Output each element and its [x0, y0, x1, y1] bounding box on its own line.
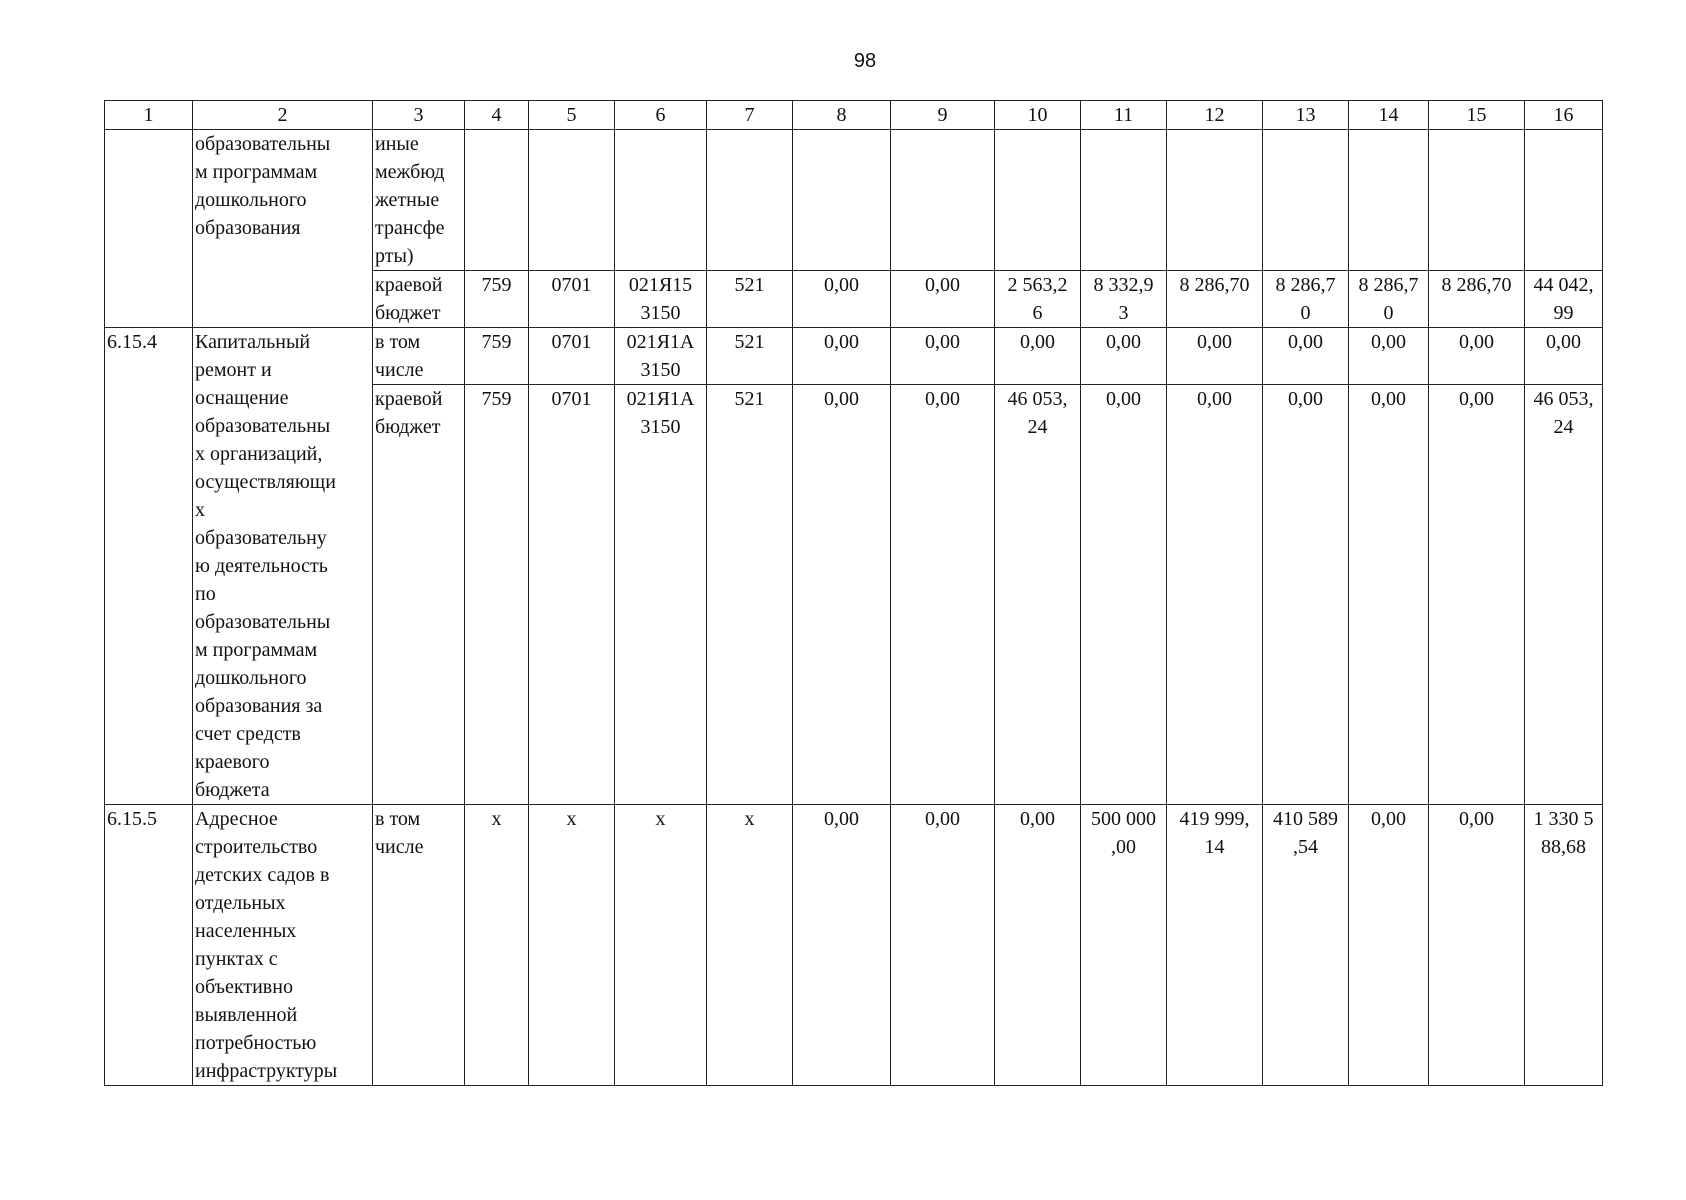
header-cell: 16 [1525, 101, 1603, 130]
target-code-cell: 021Я15 3150 [615, 271, 707, 328]
table-row [105, 328, 1603, 385]
budget-table [104, 100, 1603, 1086]
empty-cell [707, 130, 793, 271]
amount-cell: 46 053, 24 [995, 385, 1081, 805]
amount-cell: 0,00 [891, 385, 995, 805]
empty-cell [1349, 130, 1429, 271]
empty-cell [1167, 130, 1263, 271]
measure-name-cell: Капитальный ремонт и оснащение образовательны х организаций, осуществляющи х образовательну ю деятельность по образовательны м программам дошкольного образования за счет средств краевого бюджета [193, 328, 373, 805]
amount-cell: 500 000 ,00 [1081, 805, 1167, 1086]
page-number: 98 [853, 50, 877, 72]
gr-code-cell: х [465, 805, 529, 1086]
expense-type-cell: х [707, 805, 793, 1086]
amount-cell: 0,00 [793, 328, 891, 385]
header-cell: 7 [707, 101, 793, 130]
header-cell: 1 [105, 101, 193, 130]
header-cell: 2 [193, 101, 373, 130]
expense-type-cell: 521 [707, 271, 793, 328]
header-cell: 15 [1429, 101, 1525, 130]
amount-cell: 0,00 [995, 805, 1081, 1086]
empty-cell [1263, 130, 1349, 271]
header-cell: 11 [1081, 101, 1167, 130]
empty-cell [793, 130, 891, 271]
section-code-cell: 0701 [529, 271, 615, 328]
amount-cell: 0,00 [1081, 328, 1167, 385]
header-cell: 9 [891, 101, 995, 130]
table-row [105, 130, 1603, 271]
empty-cell [1429, 130, 1525, 271]
header-cell: 12 [1167, 101, 1263, 130]
header-cell: 6 [615, 101, 707, 130]
empty-cell [1081, 130, 1167, 271]
header-cell: 3 [373, 101, 465, 130]
section-code-cell: 0701 [529, 385, 615, 805]
gr-code-cell: 759 [465, 385, 529, 805]
target-code-cell: 021Я1А 3150 [615, 328, 707, 385]
empty-cell [1525, 130, 1603, 271]
amount-cell: 410 589 ,54 [1263, 805, 1349, 1086]
expense-type-cell: 521 [707, 328, 793, 385]
row-number-cell: 6.15.4 [105, 328, 193, 805]
funding-source-cell: краевой бюджет [373, 271, 465, 328]
amount-cell: 0,00 [1263, 385, 1349, 805]
row-number-cell [105, 130, 193, 328]
gr-code-cell: 759 [465, 328, 529, 385]
measure-name-cell: Адресное строительство детских садов в отдельных населенных пунктах с объективно выявленной потребностью инфраструктуры [193, 805, 373, 1086]
amount-cell: 0,00 [1525, 328, 1603, 385]
funding-source-cell: иные межбюд жетные трансфе рты) [373, 130, 465, 271]
amount-cell: 0,00 [891, 805, 995, 1086]
amount-cell: 0,00 [1167, 385, 1263, 805]
amount-cell: 0,00 [1349, 385, 1429, 805]
amount-cell: 0,00 [1429, 328, 1525, 385]
amount-cell: 2 563,2 6 [995, 271, 1081, 328]
empty-cell [891, 130, 995, 271]
target-code-cell: х [615, 805, 707, 1086]
header-cell: 14 [1349, 101, 1429, 130]
measure-name-cell: образовательны м программам дошкольного образования [193, 130, 373, 328]
amount-cell: 0,00 [891, 328, 995, 385]
empty-cell [529, 130, 615, 271]
header-cell: 4 [465, 101, 529, 130]
amount-cell: 0,00 [1167, 328, 1263, 385]
table-header-row [105, 101, 1603, 130]
table-row [105, 805, 1603, 1086]
amount-cell: 0,00 [793, 385, 891, 805]
amount-cell: 8 286,7 0 [1263, 271, 1349, 328]
header-cell: 13 [1263, 101, 1349, 130]
empty-cell [615, 130, 707, 271]
amount-cell: 8 286,70 [1167, 271, 1263, 328]
amount-cell: 419 999, 14 [1167, 805, 1263, 1086]
amount-cell: 0,00 [1349, 805, 1429, 1086]
amount-cell: 44 042, 99 [1525, 271, 1603, 328]
row-number-cell: 6.15.5 [105, 805, 193, 1086]
amount-cell: 0,00 [891, 271, 995, 328]
amount-cell: 0,00 [1081, 385, 1167, 805]
amount-cell: 46 053, 24 [1525, 385, 1603, 805]
amount-cell: 1 330 5 88,68 [1525, 805, 1603, 1086]
empty-cell [465, 130, 529, 271]
amount-cell: 0,00 [995, 328, 1081, 385]
amount-cell: 0,00 [1349, 328, 1429, 385]
gr-code-cell: 759 [465, 271, 529, 328]
section-code-cell: х [529, 805, 615, 1086]
amount-cell: 0,00 [1263, 328, 1349, 385]
section-code-cell: 0701 [529, 328, 615, 385]
header-cell: 8 [793, 101, 891, 130]
target-code-cell: 021Я1А 3150 [615, 385, 707, 805]
amount-cell: 0,00 [1429, 385, 1525, 805]
amount-cell: 0,00 [1429, 805, 1525, 1086]
expense-type-cell: 521 [707, 385, 793, 805]
funding-source-cell: в том числе [373, 805, 465, 1086]
empty-cell [995, 130, 1081, 271]
header-cell: 5 [529, 101, 615, 130]
header-cell: 10 [995, 101, 1081, 130]
funding-source-cell: краевой бюджет [373, 385, 465, 805]
amount-cell: 8 286,70 [1429, 271, 1525, 328]
amount-cell: 8 286,7 0 [1349, 271, 1429, 328]
funding-source-cell: в том числе [373, 328, 465, 385]
amount-cell: 0,00 [793, 271, 891, 328]
amount-cell: 8 332,9 3 [1081, 271, 1167, 328]
amount-cell: 0,00 [793, 805, 891, 1086]
